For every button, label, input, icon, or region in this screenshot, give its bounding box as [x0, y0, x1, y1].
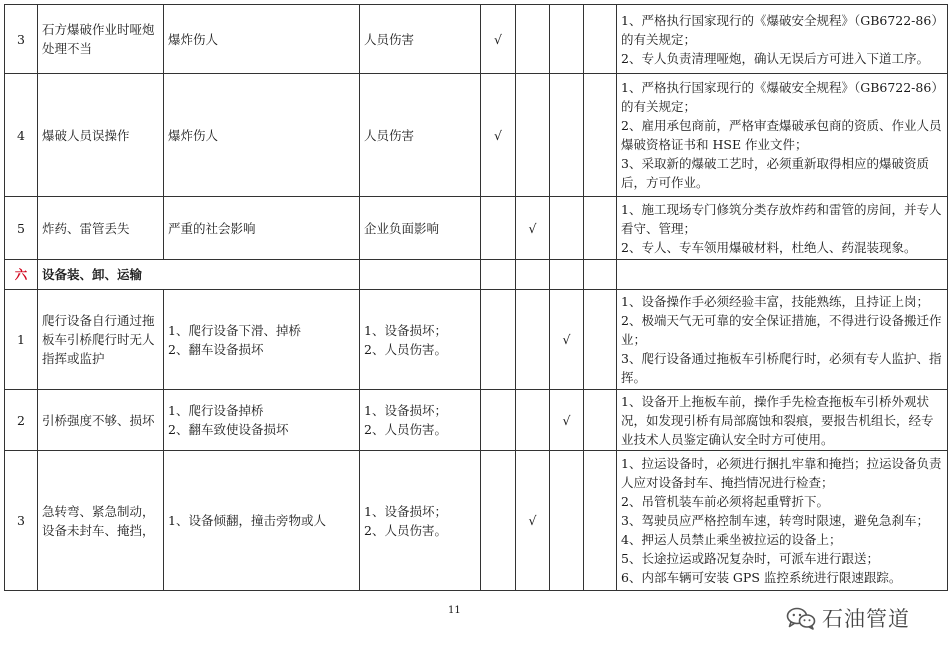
measure-line: 6、内部车辆可安装 GPS 监控系统进行限速跟踪。 — [621, 570, 902, 585]
measure-line: 2、雇用承包商前，严格审查爆破承包商的资质、作业人员爆破资格证书和 HSE 作业文件； — [621, 118, 942, 152]
measures-cell — [617, 74, 948, 197]
accident-cell — [164, 390, 360, 451]
consequence-cell — [360, 197, 481, 260]
page-number: 11 — [448, 605, 461, 616]
hazard-cell: 引桥强度不够、损坏 — [38, 390, 164, 451]
hazard-cell: 爆破人员误操作 — [38, 74, 164, 197]
check-cell-empty — [584, 390, 617, 451]
measure-line: 1、拉运设备时，必须进行捆扎牢靠和掩挡；拉运设备负责人应对设备封车、掩挡情况进行检查； — [621, 456, 942, 490]
measure-line: 2、极端天气无可靠的安全保证措施，不得进行设备搬迁作业； — [621, 313, 942, 347]
measure-line: 1、严格执行国家现行的《爆破安全规程》（GB6722-86）的有关规定； — [621, 12, 938, 47]
table-row — [5, 390, 948, 451]
consequence-cell — [360, 290, 481, 390]
row-number: 3 — [5, 451, 38, 591]
check-cell: √ — [516, 451, 550, 591]
empty-cell — [550, 260, 584, 290]
measure-line: 3、采取新的爆破工艺时，必须重新取得相应的爆破资质后，方可作业。 — [621, 156, 929, 190]
row-number: 4 — [5, 74, 38, 197]
check-cell-empty — [481, 197, 516, 260]
measure-line: 1、严格执行国家现行的《爆破安全规程》（GB6722-86）的有关规定； — [621, 80, 938, 114]
empty-cell — [617, 260, 948, 290]
table-row — [5, 197, 948, 260]
check-cell-empty — [550, 451, 584, 591]
measure-line: 1、设备开上拖板车前，操作手先检查拖板车引桥外观状况，如发现引桥有局部腐蚀和裂痕，要报告机组长，经专业技术人员鉴定确认安全时方可使用。 — [621, 393, 934, 447]
measures-cell — [617, 390, 948, 451]
hazard-cell: 石方爆破作业时哑炮处理不当 — [38, 5, 164, 74]
consequence-cell — [360, 451, 481, 591]
measure-line: 3、驾驶员应严格控制车速，转弯时限速，避免急刹车； — [621, 513, 929, 528]
risk-assessment-table — [4, 4, 948, 591]
check-cell-empty — [550, 197, 584, 260]
row-number: 5 — [5, 197, 38, 260]
measure-line: 3、爬行设备通过拖板车引桥爬行时，必须有专人监护、指挥。 — [621, 351, 942, 385]
check-cell-empty — [516, 290, 550, 390]
consequence-line: 1、设备损坏； — [364, 403, 447, 418]
empty-cell — [584, 260, 617, 290]
accident-cell — [164, 451, 360, 591]
hazard-cell: 爬行设备自行通过拖板车引桥爬行时无人指挥或监护 — [38, 290, 164, 390]
measure-line: 2、吊管机装车前必须将起重臂折下。 — [621, 494, 829, 509]
consequence-line: 2、人员伤害。 — [364, 422, 447, 437]
measures-cell — [617, 197, 948, 260]
check-cell-empty — [481, 390, 516, 451]
watermark — [786, 603, 910, 633]
hazard-cell: 炸药、雷管丢失 — [38, 197, 164, 260]
table-row — [5, 290, 948, 390]
measure-line: 1、设备操作手必须经验丰富，技能熟练，且持证上岗； — [621, 294, 929, 309]
row-number: 3 — [5, 5, 38, 74]
table-row — [5, 5, 948, 74]
consequence-line: 人员伤害 — [364, 31, 415, 47]
check-cell-empty — [481, 451, 516, 591]
accident-line: 1、爬行设备掉桥 — [168, 403, 264, 418]
check-cell-empty — [584, 290, 617, 390]
accident-cell: 严重的社会影响 — [164, 197, 360, 260]
measure-line: 2、专人负责清理哑炮，确认无误后方可进入下道工序。 — [621, 50, 929, 66]
measures-cell — [617, 5, 948, 74]
accident-cell — [164, 290, 360, 390]
table-row — [5, 451, 948, 591]
consequence-cell — [360, 74, 481, 197]
check-cell-empty — [584, 197, 617, 260]
accident-line: 2、翻车致使设备损坏 — [168, 422, 289, 437]
consequence-line: 1、设备损坏； — [364, 322, 447, 338]
check-cell: √ — [481, 5, 516, 74]
watermark-text: 石油管道 — [822, 607, 910, 631]
check-cell-empty — [584, 5, 617, 74]
check-cell-empty — [584, 74, 617, 197]
measures-cell — [617, 290, 948, 390]
consequence-line: 人员伤害 — [364, 127, 415, 143]
consequence-line: 2、人员伤害。 — [364, 522, 447, 538]
check-cell: √ — [550, 290, 584, 390]
consequence-cell — [360, 5, 481, 74]
accident-cell: 爆炸伤人 — [164, 5, 360, 74]
consequence-line: 1、设备损坏； — [364, 503, 447, 519]
consequence-line: 企业负面影响 — [364, 220, 440, 236]
check-cell: √ — [516, 197, 550, 260]
check-cell-empty — [550, 5, 584, 74]
consequence-line: 2、人员伤害。 — [364, 341, 447, 357]
section-number: 六 — [5, 260, 38, 290]
check-cell-empty — [584, 451, 617, 591]
check-cell-empty — [481, 290, 516, 390]
wechat-icon — [786, 606, 816, 630]
accident-line: 1、设备倾翻，撞击旁物或人 — [168, 513, 326, 528]
measure-line: 1、施工现场专门修筑分类存放炸药和雷管的房间，并专人看守、管理； — [621, 201, 942, 236]
check-cell-empty — [516, 390, 550, 451]
empty-cell — [481, 260, 516, 290]
section-header-row — [5, 260, 948, 290]
consequence-cell — [360, 390, 481, 451]
accident-cell: 爆炸伤人 — [164, 74, 360, 197]
hazard-cell: 急转弯、紧急制动，设备未封车、掩挡， — [38, 451, 164, 591]
empty-cell — [516, 260, 550, 290]
row-number: 2 — [5, 390, 38, 451]
section-title: 设备装、卸、运输 — [38, 260, 360, 290]
check-cell: √ — [481, 74, 516, 197]
measure-line: 2、专人、专车领用爆破材料，杜绝人、药混装现象。 — [621, 239, 917, 255]
check-cell-empty — [550, 74, 584, 197]
measures-cell — [617, 451, 948, 591]
measure-line: 5、长途拉运或路况复杂时，可派车进行跟送； — [621, 551, 879, 566]
check-cell-empty — [516, 74, 550, 197]
empty-cell — [360, 260, 481, 290]
table-row — [5, 74, 948, 197]
check-cell: √ — [550, 390, 584, 451]
check-cell-empty — [516, 5, 550, 74]
measure-line: 4、押运人员禁止乘坐被拉运的设备上； — [621, 532, 842, 547]
accident-line: 2、翻车设备损坏 — [168, 341, 264, 357]
row-number: 1 — [5, 290, 38, 390]
accident-line: 1、爬行设备下滑、掉桥 — [168, 322, 301, 338]
